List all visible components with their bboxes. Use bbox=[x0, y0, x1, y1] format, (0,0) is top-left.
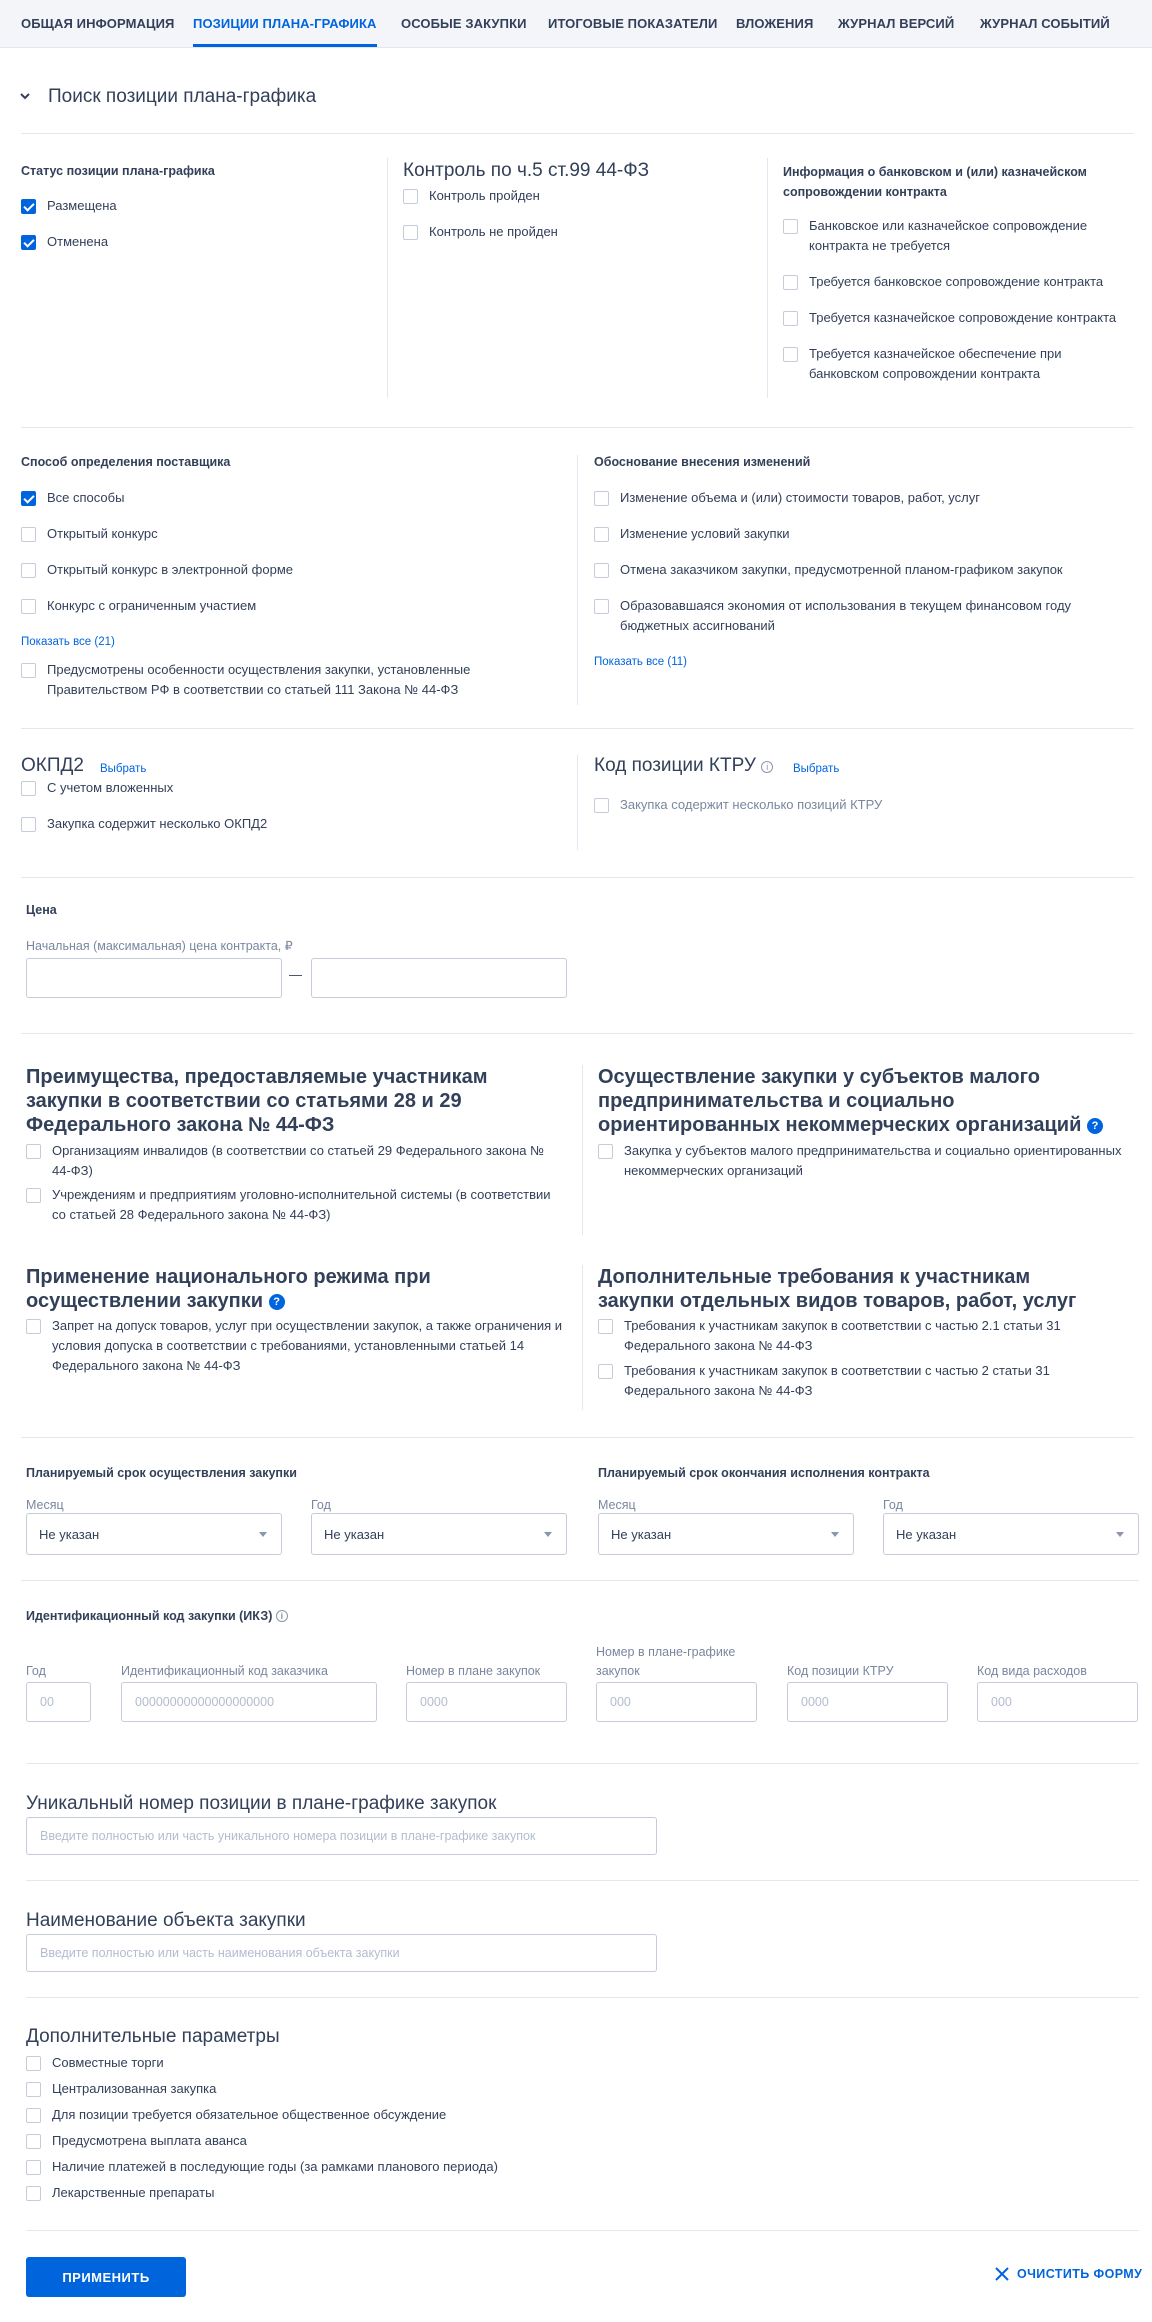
checkbox-label: Изменение условий закупки bbox=[620, 526, 790, 541]
ikz-schedule-input[interactable]: 000 bbox=[596, 1682, 757, 1722]
bank-title: Информация о банковском и (или) казначейском сопровождении контракта bbox=[783, 165, 1087, 199]
checkbox-label: Требования к участникам закупок в соответствии с частью 2 статьи 31 Федерального закона № 44-ФЗ bbox=[624, 1363, 1050, 1398]
close-icon bbox=[994, 2266, 1010, 2282]
checkbox-box[interactable] bbox=[598, 1319, 613, 1334]
select-value: Не указан bbox=[324, 1526, 385, 1542]
checkbox-label: Контроль пройден bbox=[429, 188, 540, 203]
checkbox-box[interactable] bbox=[783, 275, 798, 290]
divider bbox=[577, 755, 578, 850]
smp-title bbox=[598, 1065, 1128, 1137]
checkbox-label: Организациям инвалидов (в соответствии со статьей 29 Федерального закона № 44-ФЗ) bbox=[52, 1143, 545, 1178]
divider bbox=[26, 1880, 1139, 1881]
ktru-choose-link[interactable]: Выбрать bbox=[793, 763, 840, 775]
price-from-input[interactable] bbox=[26, 958, 282, 998]
object-title: Наименование объекта закупки bbox=[26, 1910, 306, 1931]
tab-attachments[interactable]: ВЛОЖЕНИЯ bbox=[736, 16, 814, 31]
changes-title: Обоснование внесения изменений bbox=[594, 455, 811, 469]
purchase-year-select[interactable] bbox=[311, 1513, 567, 1555]
control-passed-checkbox[interactable] bbox=[403, 188, 540, 206]
price-dash: — bbox=[289, 967, 302, 982]
checkbox-label: Все способы bbox=[47, 490, 125, 505]
checkbox-label: Конкурс с ограниченным участием bbox=[47, 598, 257, 613]
checkbox-box[interactable] bbox=[21, 527, 36, 542]
checkbox-box[interactable] bbox=[26, 2186, 41, 2201]
okpd-multiple-checkbox[interactable] bbox=[21, 816, 267, 834]
checkbox-label: Открытый конкурс в электронной форме bbox=[47, 562, 293, 577]
checkbox-box[interactable] bbox=[26, 2056, 41, 2071]
tab-general-info[interactable]: ОБЩАЯ ИНФОРМАЦИЯ bbox=[21, 16, 175, 31]
control-failed-checkbox[interactable] bbox=[403, 224, 558, 242]
checkbox-box[interactable] bbox=[783, 219, 798, 234]
period-right-title: Планируемый срок окончания исполнения контракта bbox=[598, 1466, 930, 1480]
ktru-multiple-checkbox[interactable] bbox=[594, 797, 882, 815]
divider bbox=[21, 1033, 1134, 1034]
collapse-toggle[interactable] bbox=[18, 89, 32, 106]
ktru-title bbox=[594, 755, 773, 777]
checkbox-label: Отменена bbox=[47, 234, 109, 249]
additional-req-title: Дополнительные требования к участникам закупки отдельных видов товаров, работ, услуг bbox=[598, 1266, 1077, 1312]
divider bbox=[577, 455, 578, 705]
divider bbox=[21, 1437, 1134, 1438]
clear-form-label: ОЧИСТИТЬ ФОРМУ bbox=[1017, 2267, 1143, 2281]
price-to-input[interactable] bbox=[311, 958, 567, 998]
checkbox-box[interactable] bbox=[21, 663, 36, 678]
checkbox-label: Контроль не пройден bbox=[429, 224, 558, 239]
checkbox-label: Предусмотрена выплата аванса bbox=[52, 2133, 247, 2148]
national-title-text: Применение национального режима при осуществлении закупки bbox=[26, 1266, 431, 1312]
purchase-month-select[interactable] bbox=[26, 1513, 282, 1555]
checkbox-box[interactable] bbox=[598, 1144, 613, 1159]
advance-payment-checkbox[interactable] bbox=[26, 2133, 247, 2151]
checkbox-label: Запрет на допуск товаров, услуг при осуществлении закупок, а также ограничения и условия допуска в соответствии с требованиями, установленными статьей 14 Федерального закона № 44-ФЗ bbox=[52, 1318, 563, 1373]
checkbox-box[interactable] bbox=[21, 599, 36, 614]
divider bbox=[387, 158, 388, 398]
req-2-1-checkbox[interactable] bbox=[598, 1318, 1098, 1356]
ikz-ktru-label: Код позиции КТРУ bbox=[787, 1664, 894, 1678]
public-discussion-checkbox[interactable] bbox=[26, 2107, 446, 2125]
checkbox-box[interactable] bbox=[21, 563, 36, 578]
bank-not-required-checkbox[interactable] bbox=[783, 218, 1133, 256]
checkbox-label: Требуется банковское сопровождение контракта bbox=[809, 274, 1104, 289]
checkbox-box[interactable] bbox=[783, 311, 798, 326]
divider bbox=[21, 728, 1134, 729]
divider bbox=[582, 1065, 583, 1235]
checkbox-label: Совместные торги bbox=[52, 2055, 164, 2070]
method-all-checkbox[interactable] bbox=[21, 490, 124, 508]
national-ban-checkbox[interactable] bbox=[26, 1318, 566, 1376]
divider bbox=[582, 1265, 583, 1410]
national-title bbox=[26, 1265, 566, 1313]
checkbox-box[interactable] bbox=[21, 199, 36, 214]
dropdown-arrow-icon bbox=[831, 1532, 839, 1537]
advantages-title: Преимущества, предоставляемые участникам закупки в соответствии со статьями 28 и 29 Федерального закона № 44-ФЗ bbox=[26, 1066, 488, 1136]
tab-plan-positions[interactable]: ПОЗИЦИИ ПЛАНА-ГРАФИКА bbox=[193, 16, 377, 31]
divider bbox=[26, 1997, 1139, 1998]
ikz-expense-label: Код вида расходов bbox=[977, 1664, 1087, 1678]
advantage-penal-checkbox[interactable] bbox=[26, 1187, 566, 1225]
checkbox-box[interactable] bbox=[26, 2108, 41, 2123]
divider bbox=[767, 158, 768, 398]
month-label: Месяц bbox=[598, 1498, 636, 1512]
method-special-checkbox[interactable] bbox=[21, 662, 531, 700]
checkbox-label: Наличие платежей в последующие годы (за рамками планового периода) bbox=[52, 2159, 498, 2174]
checkbox-label: Требования к участникам закупок в соответствии с частью 2.1 статьи 31 Федерального закона № 44-ФЗ bbox=[624, 1318, 1061, 1353]
checkbox-label: Закупка у субъектов малого предпринимательства и социально ориентированных некоммерческих организаций bbox=[624, 1143, 1122, 1178]
divider bbox=[21, 877, 1134, 878]
change-conditions-checkbox[interactable] bbox=[594, 526, 790, 544]
checkbox-label: Требуется казначейское обеспечение при банковском сопровождении контракта bbox=[809, 346, 1062, 381]
okpd-title: ОКПД2 bbox=[21, 755, 84, 776]
advantage-disabled-checkbox[interactable] bbox=[26, 1143, 556, 1181]
dropdown-arrow-icon bbox=[259, 1532, 267, 1537]
tab-special-purchases[interactable]: ОСОБЫЕ ЗАКУПКИ bbox=[401, 16, 527, 31]
centralized-checkbox[interactable] bbox=[26, 2081, 216, 2099]
year-label: Год bbox=[883, 1498, 903, 1512]
price-title: Цена bbox=[26, 903, 57, 917]
checkbox-box[interactable] bbox=[594, 527, 609, 542]
method-open-contest-checkbox[interactable] bbox=[21, 526, 158, 544]
method-show-all-link[interactable]: Показать все (21) bbox=[21, 636, 115, 648]
status-cancelled-checkbox[interactable] bbox=[21, 234, 108, 252]
checkbox-label: Изменение объема и (или) стоимости товаров, работ, услуг bbox=[620, 490, 980, 505]
extra-params-title: Дополнительные параметры bbox=[26, 2026, 280, 2047]
price-label: Начальная (максимальная) цена контракта, ₽ bbox=[26, 939, 293, 953]
method-open-e-contest-checkbox[interactable] bbox=[21, 562, 293, 580]
select-value: Не указан bbox=[39, 1526, 100, 1542]
okpd-nested-checkbox[interactable] bbox=[21, 780, 173, 798]
tab-version-log[interactable]: ЖУРНАЛ ВЕРСИЙ bbox=[838, 16, 955, 31]
future-payments-checkbox[interactable] bbox=[26, 2159, 498, 2177]
checkbox-label: Открытый конкурс bbox=[47, 526, 158, 541]
checkbox-box[interactable] bbox=[26, 1144, 41, 1159]
checkbox-label: С учетом вложенных bbox=[47, 780, 174, 795]
checkbox-box[interactable] bbox=[21, 235, 36, 250]
checkbox-label: Централизованная закупка bbox=[52, 2081, 217, 2096]
ikz-title bbox=[26, 1609, 288, 1623]
ikz-plan-label: Номер в плане закупок bbox=[406, 1664, 541, 1678]
checkbox-box[interactable] bbox=[594, 798, 609, 813]
clear-form-button[interactable] bbox=[994, 2266, 1142, 2282]
info-icon[interactable]: i bbox=[276, 1610, 288, 1622]
changes-show-all-link[interactable]: Показать все (11) bbox=[594, 656, 687, 668]
checkbox-box[interactable] bbox=[598, 1364, 613, 1379]
checkbox-box[interactable] bbox=[21, 491, 36, 506]
checkbox-label: Лекарственные препараты bbox=[52, 2185, 215, 2200]
treasury-with-bank-checkbox[interactable] bbox=[783, 346, 1123, 384]
object-name-input[interactable]: Введите полностью или часть наименования объекта закупки bbox=[26, 1934, 657, 1972]
checkbox-box[interactable] bbox=[26, 2082, 41, 2097]
joint-trades-checkbox[interactable] bbox=[26, 2055, 164, 2073]
apply-button[interactable]: ПРИМЕНИТЬ bbox=[26, 2257, 186, 2297]
ikz-plan-input[interactable]: 0000 bbox=[406, 1682, 567, 1722]
ktru-title-text: Код позиции КТРУ bbox=[594, 755, 756, 776]
checkbox-label: Для позиции требуется обязательное общественное обсуждение bbox=[52, 2107, 447, 2122]
search-title: Поиск позиции плана-графика bbox=[48, 86, 317, 107]
checkbox-box[interactable] bbox=[594, 563, 609, 578]
checkbox-label: Банковское или казначейское сопровождение контракта не требуется bbox=[809, 218, 1088, 253]
checkbox-box[interactable] bbox=[403, 189, 418, 204]
checkbox-label: Учреждениям и предприятиям уголовно-исполнительной системы (в соответствии со статьей 28 Федерального закона № 44-ФЗ) bbox=[52, 1187, 551, 1222]
change-volume-checkbox[interactable] bbox=[594, 490, 980, 508]
dropdown-arrow-icon bbox=[1116, 1532, 1124, 1537]
checkbox-label: Предусмотрены особенности осуществления закупки, установленные Правительством РФ в соответствии со статьей 111 Закона № 44-ФЗ bbox=[47, 662, 471, 697]
checkbox-label: Закупка содержит несколько ОКПД2 bbox=[47, 816, 268, 831]
checkbox-label: Закупка содержит несколько позиций КТРУ bbox=[620, 797, 883, 812]
checkbox-label: Образовавшаяся экономия от использования в текущем финансовом году бюджетных ассигнований bbox=[620, 598, 1072, 633]
medicines-checkbox[interactable] bbox=[26, 2185, 214, 2203]
method-title: Способ определения поставщика bbox=[21, 455, 231, 469]
bank-required-checkbox[interactable] bbox=[783, 274, 1133, 292]
okpd-choose-link[interactable]: Выбрать bbox=[100, 763, 147, 775]
ikz-year-input[interactable]: 00 bbox=[26, 1682, 91, 1722]
checkbox-box[interactable] bbox=[594, 599, 609, 614]
checkbox-box[interactable] bbox=[26, 1319, 41, 1334]
checkbox-box[interactable] bbox=[26, 1188, 41, 1203]
checkbox-box[interactable] bbox=[21, 781, 36, 796]
contract-month-select[interactable] bbox=[598, 1513, 854, 1555]
checkbox-box[interactable] bbox=[26, 2134, 41, 2149]
checkbox-box[interactable] bbox=[403, 225, 418, 240]
checkbox-label: Требуется казначейское сопровождение контракта bbox=[809, 310, 1117, 325]
unique-number-input[interactable]: Введите полностью или часть уникального номера позиции в плане-графике закупок bbox=[26, 1817, 657, 1855]
checkbox-box[interactable] bbox=[594, 491, 609, 506]
help-icon[interactable]: ? bbox=[269, 1294, 285, 1310]
checkbox-label: Отмена заказчиком закупки, предусмотренной планом-графиком закупок bbox=[620, 562, 1063, 577]
year-label: Год bbox=[311, 1498, 331, 1512]
contract-year-select[interactable] bbox=[883, 1513, 1139, 1555]
unique-title: Уникальный номер позиции в плане-графике закупок bbox=[26, 1793, 497, 1814]
ikz-year-label: Год bbox=[26, 1664, 46, 1678]
select-value: Не указан bbox=[896, 1526, 957, 1542]
divider bbox=[26, 1763, 1139, 1764]
control-title: Контроль по ч.5 ст.99 44-ФЗ bbox=[403, 160, 650, 181]
tab-totals[interactable]: ИТОГОВЫЕ ПОКАЗАТЕЛИ bbox=[548, 16, 718, 31]
smp-title-text: Осуществление закупки у субъектов малого предпринимательства и социально ориентированных некоммерческих организаций bbox=[598, 1066, 1082, 1136]
checkbox-box[interactable] bbox=[783, 347, 798, 362]
smp-checkbox[interactable] bbox=[598, 1143, 1138, 1181]
status-placed-checkbox[interactable] bbox=[21, 198, 117, 216]
tab-bar bbox=[0, 0, 1152, 48]
ikz-schedule-label: Номер в плане-графике закупок bbox=[596, 1645, 736, 1678]
status-title: Статус позиции плана-графика bbox=[21, 164, 215, 178]
divider bbox=[26, 2230, 1139, 2231]
treasury-required-checkbox[interactable] bbox=[783, 310, 1133, 328]
period-left-title: Планируемый срок осуществления закупки bbox=[26, 1466, 297, 1480]
ikz-customer-label: Идентификационный код заказчика bbox=[121, 1664, 328, 1678]
checkbox-label: Размещена bbox=[47, 198, 117, 213]
change-savings-checkbox[interactable] bbox=[594, 598, 1104, 636]
divider bbox=[21, 427, 1134, 428]
month-label: Месяц bbox=[26, 1498, 64, 1512]
dropdown-arrow-icon bbox=[544, 1532, 552, 1537]
ikz-title-text: Идентификационный код закупки (ИКЗ) bbox=[26, 1609, 273, 1623]
req-2-checkbox[interactable] bbox=[598, 1363, 1098, 1401]
info-icon[interactable]: i bbox=[761, 761, 773, 773]
change-cancel-checkbox[interactable] bbox=[594, 562, 1063, 580]
tab-event-log[interactable]: ЖУРНАЛ СОБЫТИЙ bbox=[980, 16, 1110, 31]
ikz-customer-input[interactable]: 00000000000000000000 bbox=[121, 1682, 377, 1722]
help-icon[interactable]: ? bbox=[1087, 1118, 1103, 1134]
divider bbox=[21, 133, 1134, 134]
chevron-down-icon bbox=[18, 89, 32, 103]
divider bbox=[21, 1580, 1139, 1581]
checkbox-box[interactable] bbox=[26, 2160, 41, 2175]
ikz-ktru-input[interactable]: 0000 bbox=[787, 1682, 948, 1722]
method-limited-contest-checkbox[interactable] bbox=[21, 598, 256, 616]
checkbox-box[interactable] bbox=[21, 817, 36, 832]
ikz-expense-input[interactable]: 000 bbox=[977, 1682, 1138, 1722]
select-value: Не указан bbox=[611, 1526, 672, 1542]
